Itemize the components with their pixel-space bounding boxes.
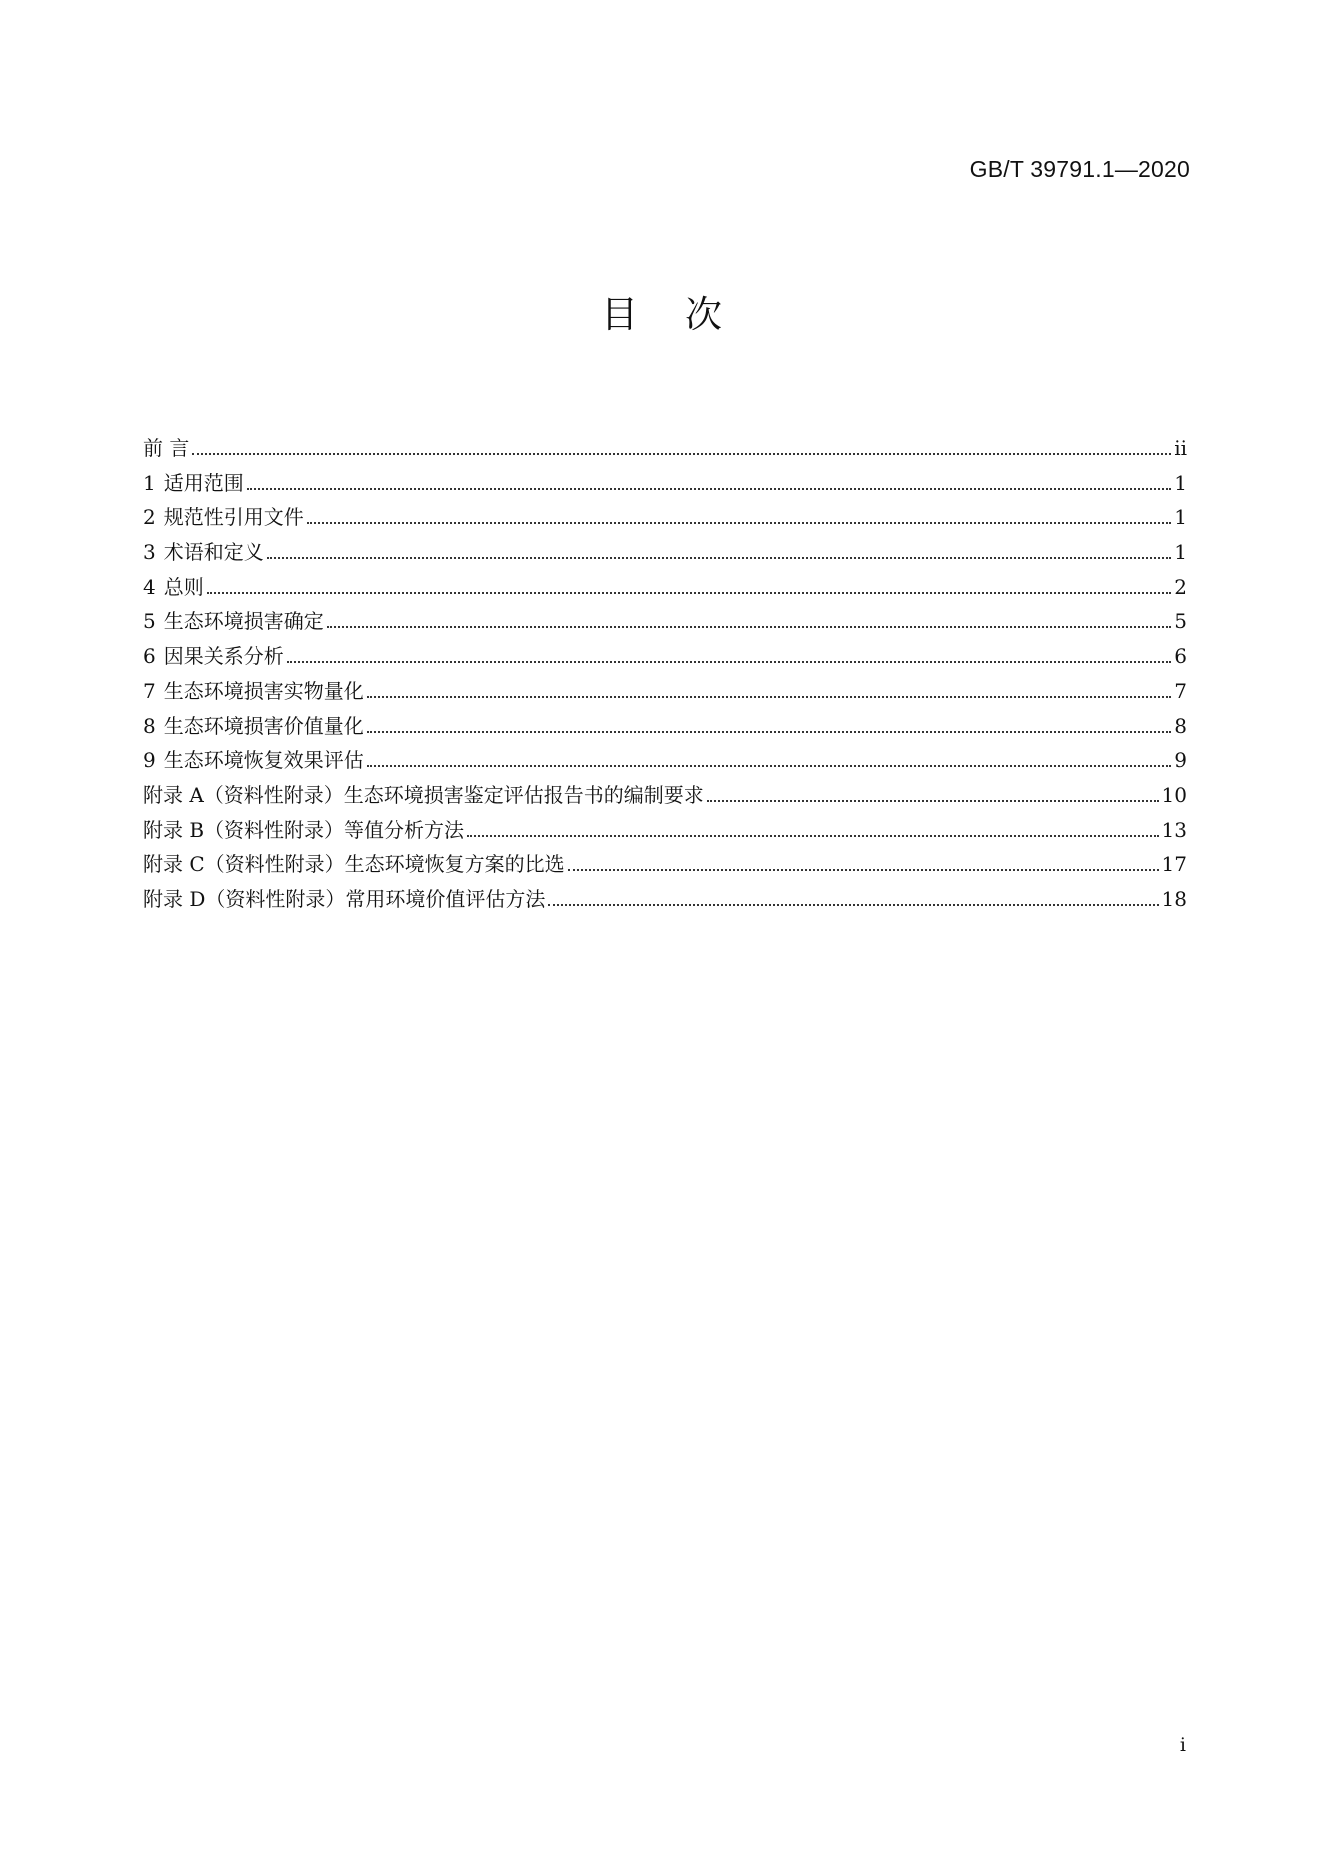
toc-leader-dots xyxy=(467,834,1158,837)
toc-entry-number: 8 xyxy=(143,713,156,738)
toc-entry-foreword[interactable] xyxy=(143,431,1187,466)
toc-entry-label: 附录 D（资料性附录）常用环境价值评估方法 xyxy=(143,886,546,911)
toc-entry-number: 7 xyxy=(143,678,156,703)
toc-entry-page: 18 xyxy=(1161,886,1187,911)
table-of-contents xyxy=(143,431,1187,917)
toc-entry-page: 2 xyxy=(1174,574,1187,599)
toc-entry-2[interactable] xyxy=(143,500,1187,535)
toc-entry-label: 附录 B（资料性附录）等值分析方法 xyxy=(143,817,465,842)
toc-entry-number: 1 xyxy=(143,470,156,495)
toc-entry-appendix-d[interactable] xyxy=(143,882,1187,917)
toc-entry-label: 因果关系分析 xyxy=(163,644,284,669)
toc-entry-label: 生态环境损害确定 xyxy=(163,609,324,634)
toc-entry-1[interactable] xyxy=(143,466,1187,501)
toc-leader-dots xyxy=(287,660,1172,663)
toc-entry-page: 7 xyxy=(1174,678,1187,703)
toc-entry-label: 附录 A（资料性附录）生态环境损害鉴定评估报告书的编制要求 xyxy=(143,782,704,807)
toc-entry-5[interactable] xyxy=(143,604,1187,639)
toc-entry-label: 适用范围 xyxy=(163,470,244,495)
page-number: i xyxy=(1179,1734,1186,1756)
toc-entry-page: 9 xyxy=(1174,748,1187,773)
toc-entry-label: 前 言 xyxy=(143,436,190,460)
toc-leader-dots xyxy=(192,452,1171,455)
toc-entry-3[interactable] xyxy=(143,535,1187,570)
toc-entry-page: 8 xyxy=(1174,713,1187,738)
toc-entry-label: 生态环境恢复效果评估 xyxy=(163,748,364,773)
toc-entry-number: 3 xyxy=(143,540,156,565)
toc-leader-dots xyxy=(327,625,1172,628)
toc-leader-dots xyxy=(367,764,1172,767)
toc-entry-number: 9 xyxy=(143,748,156,773)
toc-entry-number: 2 xyxy=(143,505,156,530)
toc-leader-dots xyxy=(367,695,1172,698)
toc-entry-page: 10 xyxy=(1161,782,1187,807)
toc-leader-dots xyxy=(247,487,1172,490)
toc-entry-page: 5 xyxy=(1174,609,1187,634)
toc-leader-dots xyxy=(548,903,1158,906)
toc-leader-dots xyxy=(267,556,1172,559)
toc-entry-page: 13 xyxy=(1161,817,1187,842)
toc-leader-dots xyxy=(707,799,1159,802)
toc-entry-8[interactable] xyxy=(143,709,1187,744)
toc-entry-label: 术语和定义 xyxy=(163,540,264,565)
toc-entry-page: 6 xyxy=(1174,644,1187,669)
toc-entry-page: 17 xyxy=(1161,852,1187,877)
toc-entry-4[interactable] xyxy=(143,570,1187,605)
toc-entry-number: 5 xyxy=(143,609,156,634)
toc-entry-appendix-a[interactable] xyxy=(143,778,1187,813)
toc-entry-label: 生态环境损害实物量化 xyxy=(163,678,364,703)
toc-entry-label: 规范性引用文件 xyxy=(163,505,304,530)
toc-entry-number: 6 xyxy=(143,644,156,669)
toc-entry-page: 1 xyxy=(1174,470,1187,495)
toc-entry-appendix-c[interactable] xyxy=(143,847,1187,882)
toc-leader-dots xyxy=(568,868,1159,871)
toc-entry-page: 1 xyxy=(1174,540,1187,565)
toc-entry-label: 总则 xyxy=(163,574,204,599)
toc-entry-7[interactable] xyxy=(143,674,1187,709)
page-title: 目 次 xyxy=(600,293,723,336)
toc-entry-9[interactable] xyxy=(143,743,1187,778)
standard-code: GB/T 39791.1—2020 xyxy=(969,156,1190,182)
toc-entry-6[interactable] xyxy=(143,639,1187,674)
toc-entry-page: 1 xyxy=(1174,505,1187,530)
toc-leader-dots xyxy=(367,730,1172,733)
toc-entry-appendix-b[interactable] xyxy=(143,813,1187,848)
toc-entry-number: 4 xyxy=(143,574,156,599)
toc-leader-dots xyxy=(207,591,1172,594)
toc-entry-page: ii xyxy=(1174,436,1187,460)
toc-entry-label: 附录 C（资料性附录）生态环境恢复方案的比选 xyxy=(143,852,565,877)
toc-entry-label: 生态环境损害价值量化 xyxy=(163,713,364,738)
toc-leader-dots xyxy=(307,521,1172,524)
